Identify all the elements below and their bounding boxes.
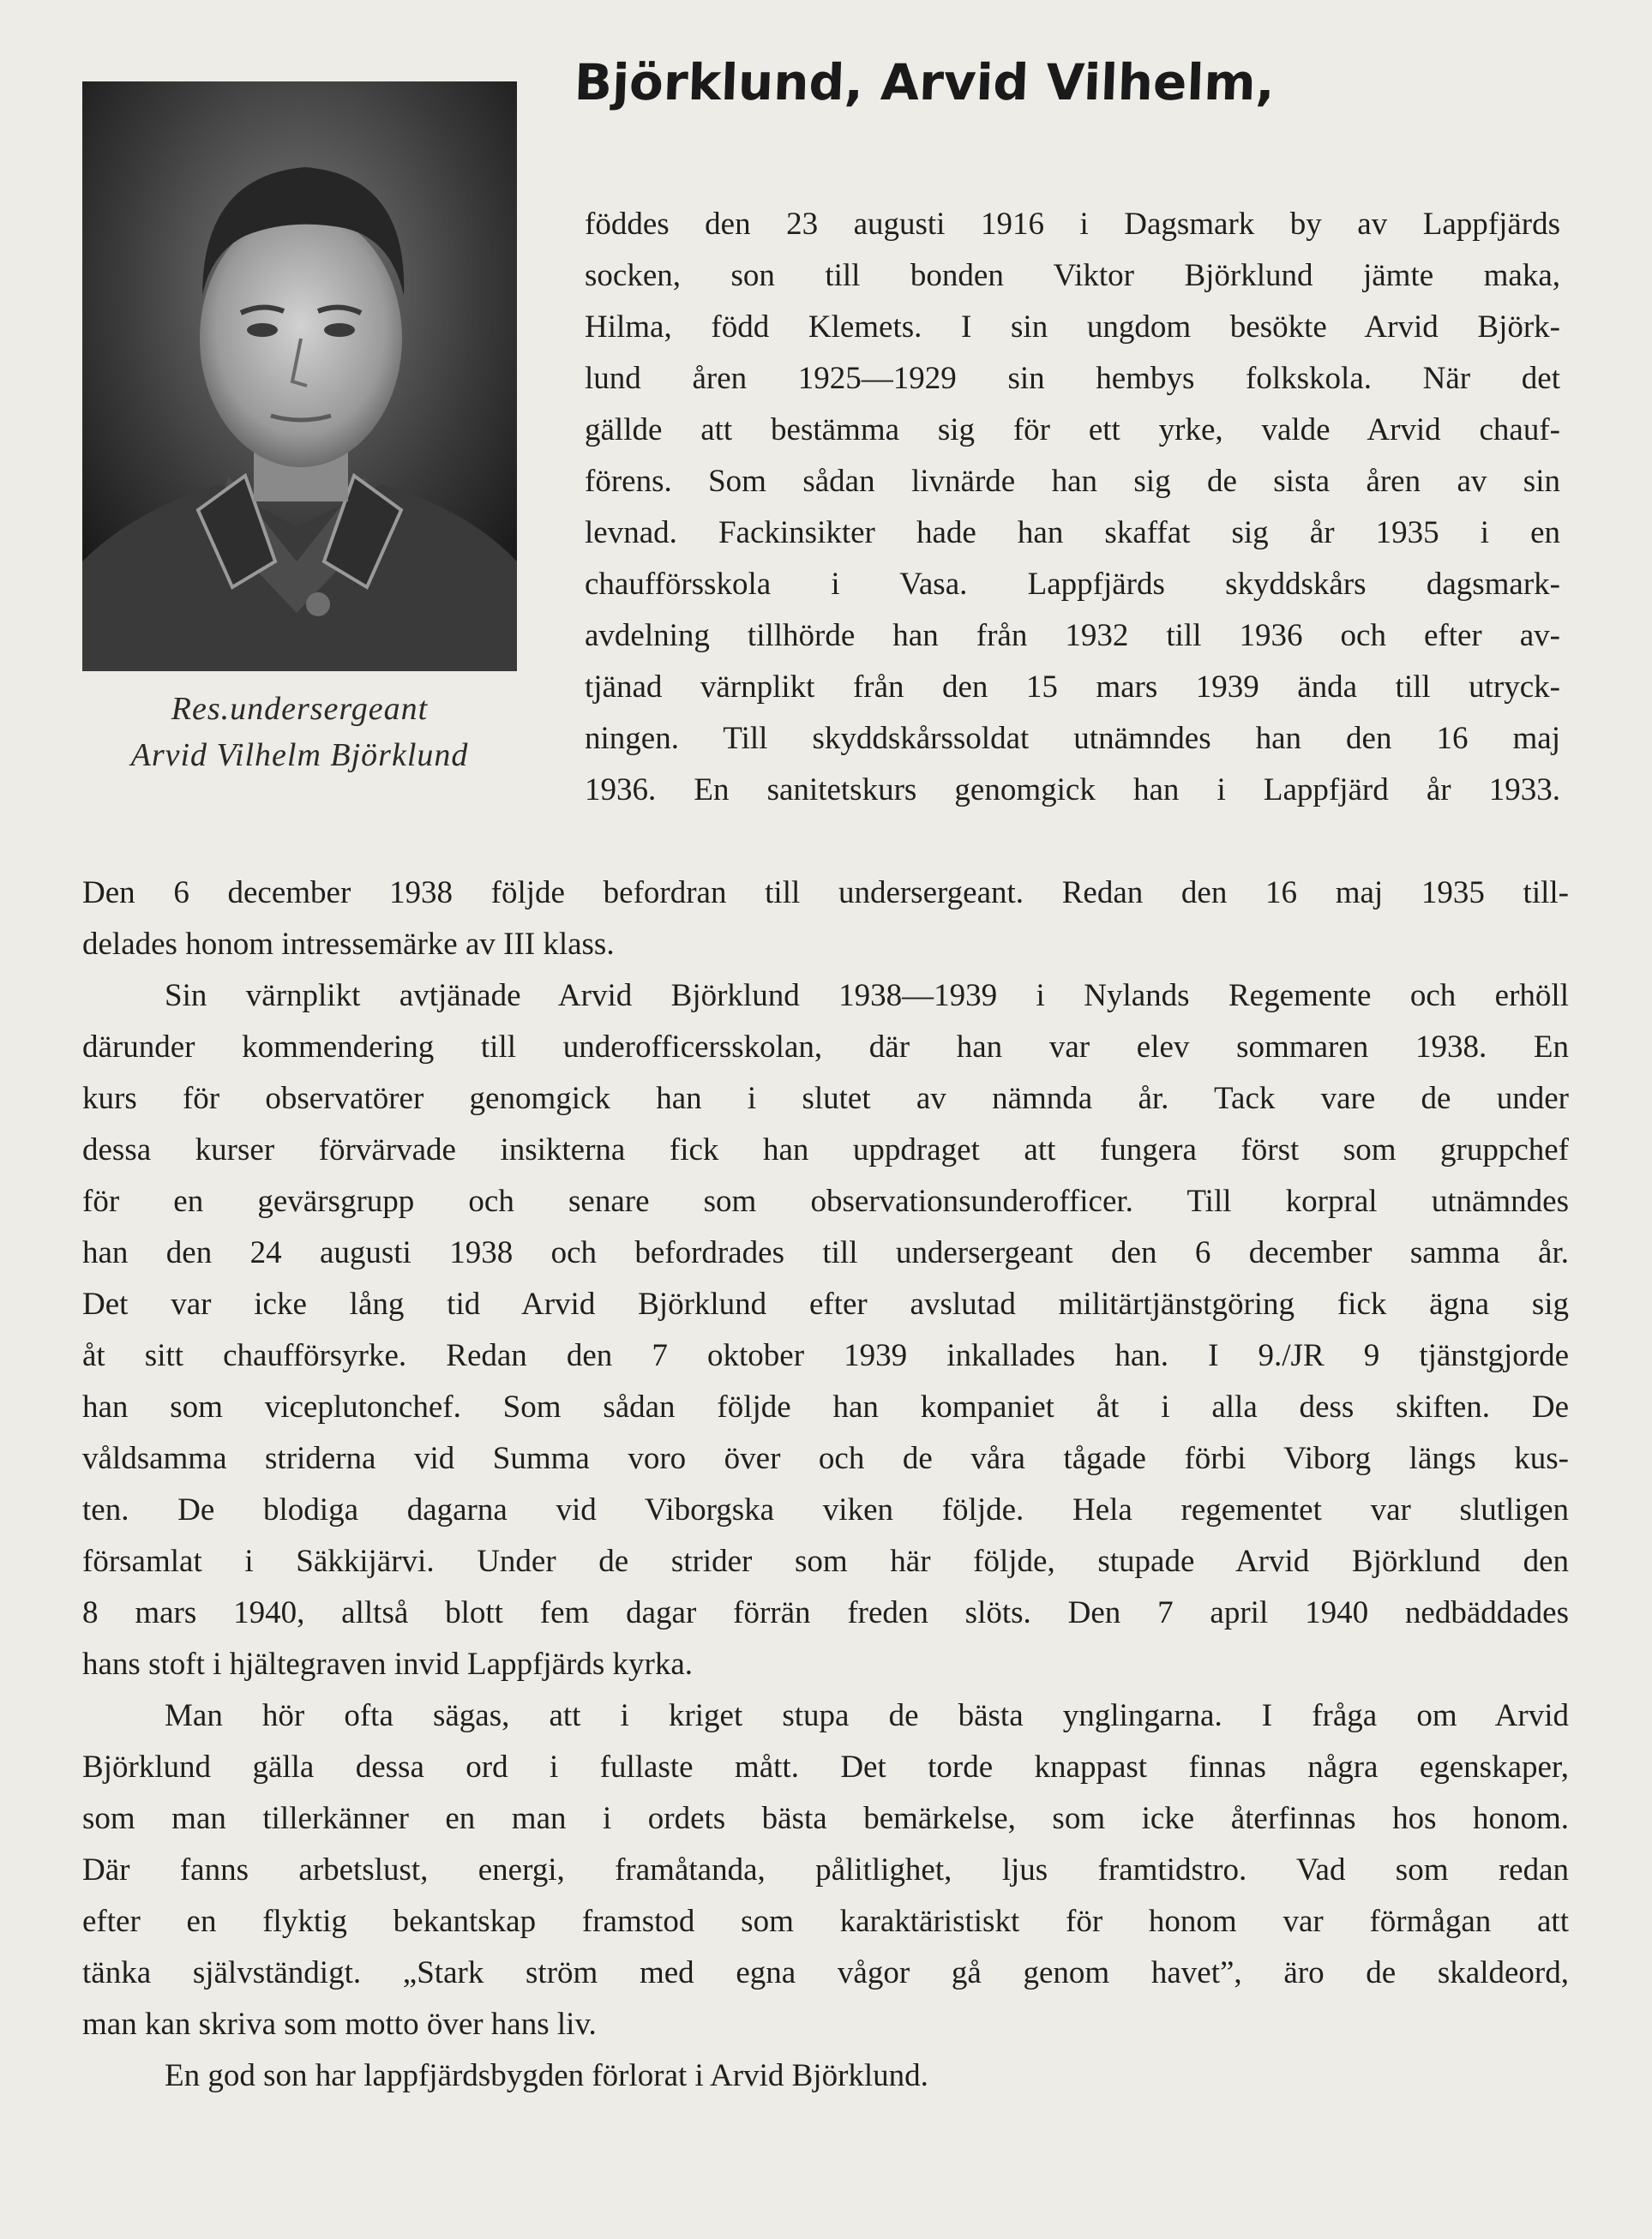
- text-line: föddes den 23 augusti 1916 i Dagsmark by av Lappfjärds: [585, 207, 1560, 242]
- main-text: [82, 867, 1569, 2102]
- caption-rank: Res.undersergeant: [171, 691, 429, 727]
- text-line: socken, son till bonden Viktor Björklund jämte maka,: [585, 258, 1560, 293]
- text-line: tänka självständigt. „Stark ström med egna vågor gå genom havet”, äro de skaldeord,: [82, 1955, 1569, 1990]
- text-line: tjänad värnplikt från den 15 mars 1939 ända till utryck-: [585, 669, 1560, 705]
- text-line: kurs för observatörer genomgick han i slutet av nämnda år. Tack vare de under: [82, 1081, 1569, 1116]
- text-line: lund åren 1925—1929 sin hembys folkskola. När det: [585, 361, 1560, 396]
- soldier-portrait-icon: [82, 81, 517, 671]
- text-line: man kan skriva som motto över hans liv.: [82, 2007, 597, 2042]
- text-line: ningen. Till skyddskårssoldat utnämndes han den 16 maj: [585, 721, 1560, 756]
- text-line: levnad. Fackinsikter hade han skaffat sig år 1935 i en: [585, 515, 1560, 550]
- text-line: för en gevärsgrupp och senare som observationsunderofficer. Till korpral utnämndes: [82, 1184, 1569, 1219]
- text-line: därunder kommendering till underofficersskolan, där han var elev sommaren 1938. En: [82, 1029, 1569, 1065]
- text-line: 8 mars 1940, alltså blott fem dagar förrän freden slöts. Den 7 april 1940 nedbäddades: [82, 1595, 1569, 1630]
- text-line: Där fanns arbetslust, energi, framåtanda, pålitlighet, ljus framtidstro. Vad som redan: [82, 1852, 1569, 1888]
- page-title: Björklund, Arvid Vilhelm,: [573, 53, 1277, 111]
- text-line: församlat i Säkkijärvi. Under de strider som här följde, stupade Arvid Björklund den: [82, 1544, 1569, 1579]
- text-line: Det var icke lång tid Arvid Björklund efter avslutad militärtjänstgöring fick ägna sig: [82, 1287, 1569, 1322]
- text-line: dessa kurser förvärvade insikterna fick han uppdraget att fungera först som gruppchef: [82, 1132, 1569, 1168]
- text-line: Den 6 december 1938 följde befordran till undersergeant. Redan den 16 maj 1935 till-: [82, 875, 1569, 910]
- text-line: delades honom intressemärke av III klass.: [82, 927, 615, 962]
- portrait-photo: [82, 81, 517, 671]
- text-line: Björklund gälla dessa ord i fullaste mått. Det torde knappast finnas några egenskaper,: [82, 1750, 1569, 1785]
- text-line: som man tillerkänner en man i ordets bästa bemärkelse, som icke återfinnas hos honom.: [82, 1801, 1569, 1836]
- text-line: han som viceplutonchef. Som sådan följde han kompaniet åt i alla dess skiften. De: [82, 1390, 1569, 1425]
- text-line: chaufförsskola i Vasa. Lappfjärds skyddskårs dagsmark-: [585, 567, 1560, 602]
- text-line: gällde att bestämma sig för ett yrke, valde Arvid chauf-: [585, 412, 1560, 447]
- text-line: 1936. En sanitetskurs genomgick han i Lappfjärd år 1933.: [585, 772, 1560, 807]
- intro-paragraph: [585, 199, 1560, 816]
- text-line: åt sitt chaufförsyrke. Redan den 7 oktober 1939 inkallades han. I 9./JR 9 tjänstgjorde: [82, 1338, 1569, 1373]
- text-line: En god son har lappfjärdsbygden förlorat i Arvid Björklund.: [165, 2058, 928, 2093]
- text-line: Hilma, född Klemets. I sin ungdom besökte Arvid Björk-: [585, 309, 1560, 345]
- portrait-caption: [82, 686, 517, 778]
- text-line: han den 24 augusti 1938 och befordrades till undersergeant den 6 december samma år.: [82, 1235, 1569, 1270]
- text-line: hans stoft i hjältegraven invid Lappfjärds kyrka.: [82, 1647, 694, 1682]
- text-line: avdelning tillhörde han från 1932 till 1936 och efter av-: [585, 618, 1560, 653]
- text-line: våldsamma striderna vid Summa voro över och de våra tågade förbi Viborg längs kus-: [82, 1441, 1569, 1476]
- caption-name: Arvid Vilhelm Björklund: [130, 737, 469, 773]
- text-line: efter en flyktig bekantskap framstod som karaktäristiskt för honom var förmågan att: [82, 1904, 1569, 1939]
- text-line: Sin värnplikt avtjänade Arvid Björklund 1938—1939 i Nylands Regemente och erhöll: [165, 978, 1569, 1013]
- text-line: Man hör ofta sägas, att i kriget stupa de bästa ynglingarna. I fråga om Arvid: [165, 1698, 1569, 1733]
- text-line: ten. De blodiga dagarna vid Viborgska viken följde. Hela regementet var slutligen: [82, 1492, 1569, 1528]
- text-line: förens. Som sådan livnärde han sig de sista åren av sin: [585, 464, 1560, 499]
